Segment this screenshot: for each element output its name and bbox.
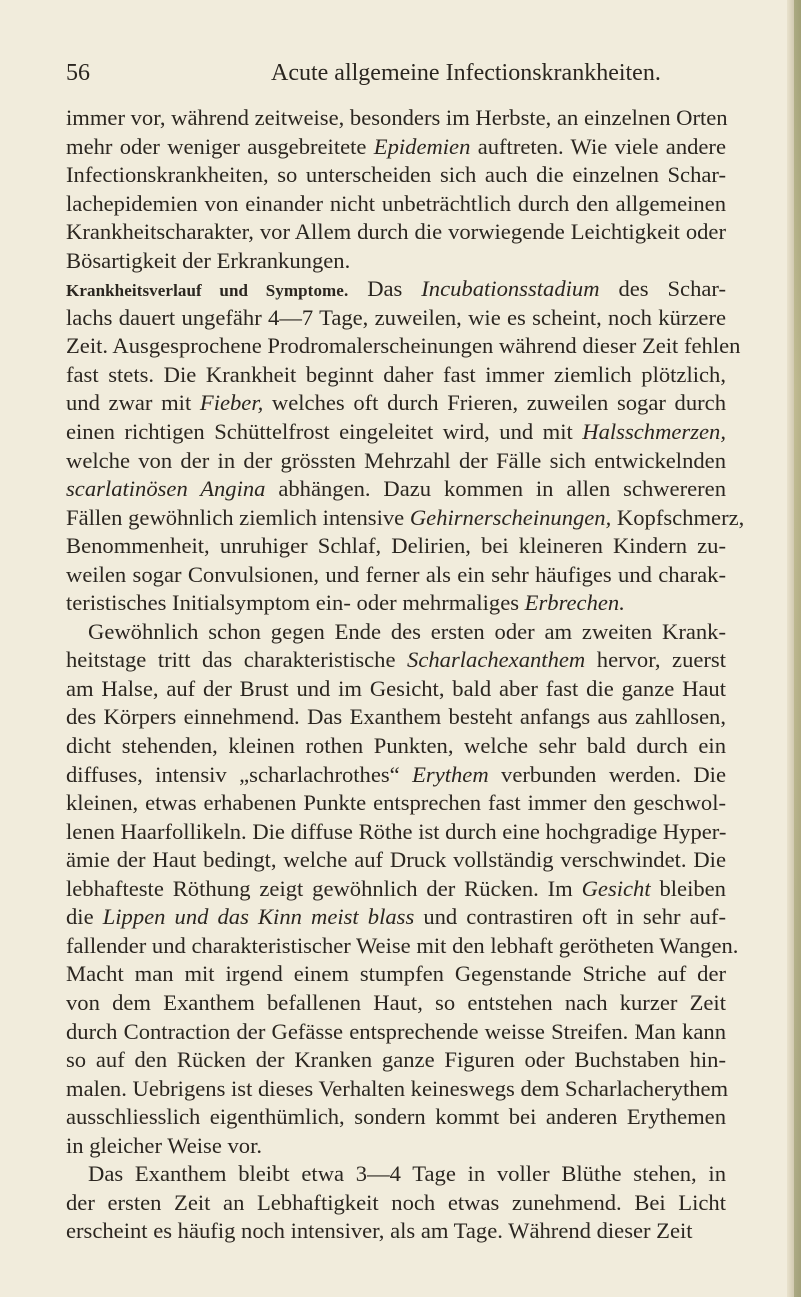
emphasized-term: Incubationsstadium	[421, 276, 600, 302]
text-line	[66, 133, 726, 162]
text-run: durch Contraction der Gefässe entsprechende weisse Streifen. Man kann	[66, 1018, 726, 1044]
text-run: lebhafteste Röthung zeigt gewöhnlich der Rücken. Im	[66, 875, 582, 901]
text-run: ämie der Haut bedingt, welche auf Druck vollständig verschwindet. Die	[66, 847, 726, 873]
text-line	[66, 190, 726, 219]
text-run: mehr oder weniger ausgebreitete	[66, 133, 374, 159]
text-run: weilen sogar Convulsionen, und ferner als ein sehr häufiges und charak-	[66, 561, 726, 587]
text-run: welche von der in der grössten Mehrzahl der Fälle sich entwickelnden	[66, 447, 726, 473]
text-line	[66, 504, 745, 533]
text-line	[66, 447, 726, 476]
text-run: Zeit. Ausgesprochene Prodromalerscheinungen während dieser Zeit fehlen	[66, 333, 741, 359]
section-heading: Krankheitsverlauf und Symptome.	[66, 281, 349, 301]
text-run: Benommenheit, unruhiger Schlaf, Delirien, bei kleineren Kindern zu-	[66, 533, 726, 559]
text-run: ausschliesslich eigenthümlich, sondern kommt bei anderen Erythemen	[66, 1104, 726, 1130]
body-text	[66, 104, 745, 1246]
text-run: kleinen, etwas erhabenen Punkte entsprechen fast immer den geschwol-	[66, 790, 726, 816]
text-run: hervor, zuerst	[585, 647, 726, 673]
emphasized-term: Scharlachexanthem	[407, 647, 586, 673]
text-line	[66, 332, 741, 361]
text-run: malen. Uebrigens ist dieses Verhalten keineswegs dem Scharlacherythem	[66, 1075, 729, 1101]
text-line	[66, 675, 726, 704]
text-run: erscheint es häufig noch intensiver, als am Tage. Während dieser Zeit	[66, 1218, 693, 1244]
text-line	[66, 1132, 726, 1161]
text-line	[66, 1189, 726, 1218]
text-line	[66, 618, 726, 647]
text-line	[66, 1160, 726, 1189]
text-run: abhängen. Dazu kommen in allen schwereren	[265, 476, 726, 502]
text-line	[66, 218, 726, 247]
text-line	[66, 475, 726, 504]
text-line	[66, 532, 726, 561]
text-line	[66, 875, 726, 904]
text-run: Das Exanthem bleibt etwa 3—4 Tage in voller Blüthe stehen, in	[88, 1161, 726, 1187]
text-run: in gleicher Weise vor.	[66, 1132, 263, 1158]
emphasized-term: Gesicht	[581, 875, 651, 901]
text-line	[66, 1046, 726, 1075]
text-line	[66, 104, 726, 133]
running-title: Acute allgemeine Infectionskrankheiten.	[271, 60, 661, 86]
text-run: heitstage tritt das charakteristische	[66, 647, 408, 673]
text-run: fast stets. Die Krankheit beginnt daher fast immer ziemlich plötzlich,	[66, 361, 726, 387]
text-run: lachepidemien von einander nicht unbeträchtlich durch den allgemeinen	[66, 190, 726, 216]
emphasized-term: Erythem	[412, 761, 489, 787]
text-line	[66, 361, 726, 390]
page-edge-discoloration	[794, 0, 801, 1297]
emphasized-term: Erbrechen.	[524, 590, 625, 616]
text-line	[66, 960, 726, 989]
text-line	[66, 161, 726, 190]
emphasized-term: Gehirnerscheinungen,	[409, 504, 612, 530]
text-line	[66, 932, 739, 961]
text-line	[66, 818, 726, 847]
text-run: die	[66, 904, 103, 930]
text-line	[66, 275, 726, 304]
text-line	[66, 903, 726, 932]
text-run: des Schar-	[599, 276, 726, 302]
text-line	[66, 989, 726, 1018]
text-line	[66, 732, 726, 761]
text-run: so auf den Rücken der Kranken ganze Figuren oder Buchstaben hin-	[66, 1047, 726, 1073]
text-run: und zwar mit	[66, 390, 200, 416]
text-run: welches oft durch Frieren, zuweilen sogar durch	[263, 390, 726, 416]
text-line	[66, 789, 726, 818]
text-line	[66, 1018, 726, 1047]
text-run: bleiben	[650, 875, 726, 901]
emphasized-term: Fieber,	[199, 390, 264, 416]
text-run: auftreten. Wie viele andere	[470, 133, 726, 159]
running-header	[66, 60, 721, 90]
text-run: Bösartigkeit der Erkrankungen.	[66, 247, 351, 273]
text-line	[66, 1075, 729, 1104]
text-line	[66, 247, 726, 276]
emphasized-term: scarlatinösen Angina	[66, 476, 266, 502]
text-line	[66, 703, 726, 732]
text-line	[66, 761, 726, 790]
text-run: einen richtigen Schüttelfrost eingeleitet wird, und mit	[66, 419, 583, 445]
text-run: diffuses, intensiv „scharlachrothes“	[66, 761, 413, 787]
text-run: fallender und charakteristischer Weise mit den lebhaft gerötheten Wangen.	[66, 932, 739, 958]
text-run: immer vor, während zeitweise, besonders im Herbste, an einzelnen Orten	[66, 105, 728, 130]
text-run: lenen Haarfollikeln. Die diffuse Röthe ist durch eine hochgradige Hyper-	[66, 818, 727, 844]
text-run: Kopfschmerz,	[611, 504, 745, 530]
text-run: am Halse, auf der Brust und im Gesicht, bald aber fast die ganze Haut	[66, 675, 726, 701]
text-line	[66, 646, 726, 675]
text-line	[66, 389, 726, 418]
text-line	[66, 589, 726, 618]
text-line	[66, 561, 726, 590]
text-line	[66, 418, 726, 447]
text-run: von dem Exanthem befallenen Haut, so entstehen nach kurzer Zeit	[66, 989, 726, 1015]
text-run: lachs dauert ungefähr 4—7 Tage, zuweilen, wie es scheint, noch kürzere	[66, 304, 726, 330]
text-line	[66, 304, 726, 333]
text-run: Macht man mit irgend einem stumpfen Gegenstande Striche auf der	[66, 961, 726, 987]
text-run: Fällen gewöhnlich ziemlich intensive	[66, 504, 410, 530]
text-run: dicht stehenden, kleinen rothen Punkten, welche sehr bald durch ein	[66, 733, 726, 759]
emphasized-term: Lippen und das Kinn meist blass	[102, 904, 415, 930]
page-number: 56	[66, 60, 90, 86]
text-run: verbunden werden. Die	[488, 761, 726, 787]
emphasized-term: Halsschmerzen,	[582, 419, 726, 445]
text-run: Gewöhnlich schon gegen Ende des ersten oder am zweiten Krank-	[88, 618, 726, 644]
text-run: Infectionskrankheiten, so unterscheiden sich auch die einzelnen Schar-	[66, 162, 726, 188]
text-line	[66, 846, 726, 875]
text-run: des Körpers einnehmend. Das Exanthem besteht anfangs aus zahllosen,	[66, 704, 726, 730]
text-run: Das	[348, 276, 422, 302]
text-line	[66, 1103, 726, 1132]
text-line	[66, 1217, 726, 1246]
text-run: und contrastiren oft in sehr auf-	[414, 904, 726, 930]
text-run: der ersten Zeit an Lebhaftigkeit noch etwas zunehmend. Bei Licht	[66, 1189, 726, 1215]
text-run: Krankheitscharakter, vor Allem durch die vorwiegende Leichtigkeit oder	[66, 219, 726, 245]
text-run: teristisches Initialsymptom ein- oder mehrmaliges	[66, 590, 525, 616]
emphasized-term: Epidemien	[373, 133, 471, 159]
